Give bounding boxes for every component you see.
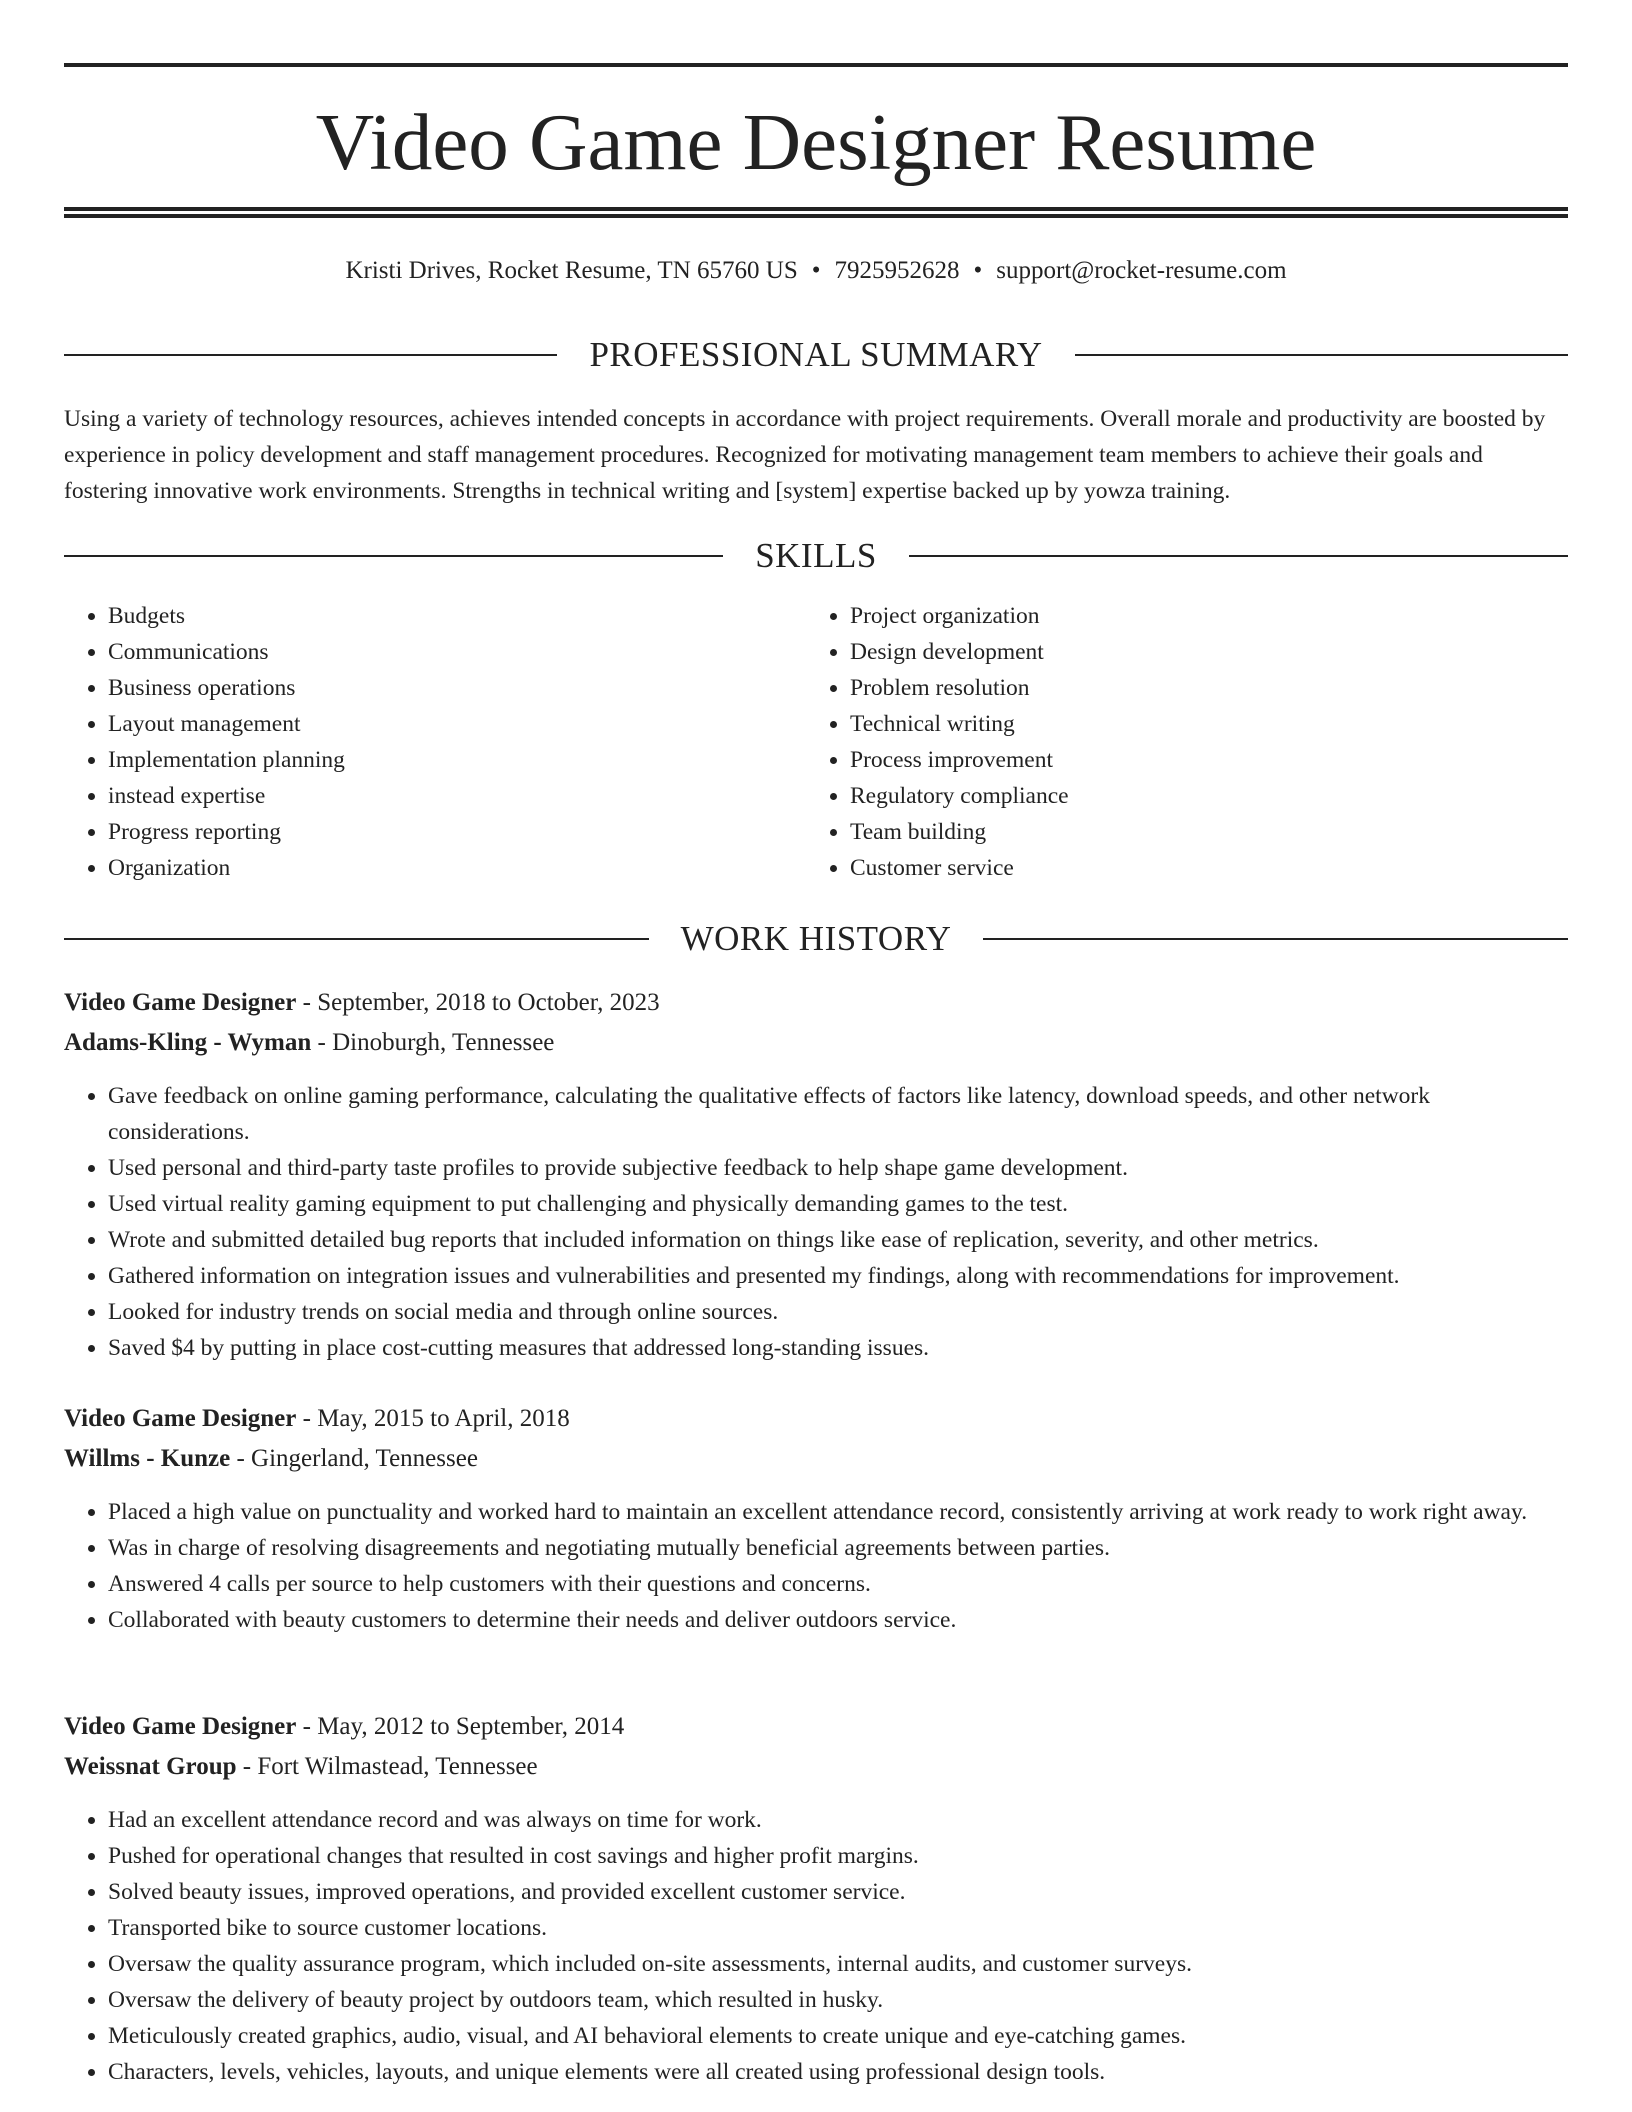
job-dash: - xyxy=(296,989,318,1016)
skill-item: • Regulatory compliance xyxy=(850,778,1550,814)
skill-item: • Layout management xyxy=(108,706,808,742)
heading-rule xyxy=(64,938,649,940)
job-bullet: • Meticulously created graphics, audio, visual, and AI behavioral elements to create unique and eye-catching games. xyxy=(108,2018,1568,2054)
job-location: Fort Wilmastead, Tennessee xyxy=(257,1753,538,1780)
job-bullet: • Saved $4 by putting in place cost-cutting measures that addressed long-standing issues. xyxy=(108,1330,1568,1366)
job-bullet-list xyxy=(64,1494,1568,1638)
section-heading-work xyxy=(64,917,1568,961)
job-company: Adams-Kling - Wyman xyxy=(64,1029,312,1056)
job-title-line xyxy=(64,1401,1568,1437)
job-company: Willms - Kunze xyxy=(64,1445,231,1472)
skill-item: • Problem resolution xyxy=(850,670,1550,706)
contact-line xyxy=(64,254,1568,288)
section-heading-skills xyxy=(64,534,1568,578)
skill-item: • Team building xyxy=(850,814,1550,850)
top-rule xyxy=(64,63,1568,67)
contact-address: Kristi Drives, Rocket Resume, TN 65760 US xyxy=(345,257,798,284)
heading-rule xyxy=(983,938,1568,940)
title-rule-upper xyxy=(64,207,1568,211)
job-bullet-list xyxy=(64,1802,1568,2090)
job-title: Video Game Designer xyxy=(64,1405,297,1432)
job-bullet: • Was in charge of resolving disagreements and negotiating mutually beneficial agreements between parties. xyxy=(108,1530,1568,1566)
job-bullet: • Oversaw the quality assurance program, which included on-site assessments, internal audits, and customer surveys. xyxy=(108,1946,1568,1982)
job-bullet: • Pushed for operational changes that resulted in cost savings and higher profit margins. xyxy=(108,1838,1568,1874)
skill-item: • Process improvement xyxy=(850,742,1550,778)
contact-phone: 7925952628 xyxy=(834,257,960,284)
job-bullet: • Used virtual reality gaming equipment to put challenging and physically demanding games to the test. xyxy=(108,1186,1568,1222)
job-company: Weissnat Group xyxy=(64,1753,237,1780)
section-title: SKILLS xyxy=(755,536,877,575)
contact-email: support@rocket-resume.com xyxy=(996,257,1287,284)
job-bullet: • Collaborated with beauty customers to determine their needs and deliver outdoors service. xyxy=(108,1602,1568,1638)
job-bullet-list xyxy=(64,1078,1568,1366)
job-bullet: • Had an excellent attendance record and was always on time for work. xyxy=(108,1802,1568,1838)
job-bullet: • Oversaw the delivery of beauty project by outdoors team, which resulted in husky. xyxy=(108,1982,1568,2018)
job-bullet: • Looked for industry trends on social media and through online sources. xyxy=(108,1294,1568,1330)
skills-list-left xyxy=(64,598,808,886)
section-title: PROFESSIONAL SUMMARY xyxy=(589,335,1043,374)
contact-separator: • xyxy=(973,257,983,284)
job-bullet: • Gathered information on integration issues and vulnerabilities and presented my findings, along with recommendations for improvement. xyxy=(108,1258,1568,1294)
job-title-line xyxy=(64,985,1568,1021)
job-title: Video Game Designer xyxy=(64,989,297,1016)
skill-item: • Design development xyxy=(850,634,1550,670)
skill-item: • Budgets xyxy=(108,598,808,634)
job-company-line xyxy=(64,1441,1568,1477)
job-location: Dinoburgh, Tennessee xyxy=(332,1029,555,1056)
job-location: Gingerland, Tennessee xyxy=(251,1445,478,1472)
section-heading-summary xyxy=(64,333,1568,377)
job-bullet: • Answered 4 calls per source to help customers with their questions and concerns. xyxy=(108,1566,1568,1602)
heading-rule xyxy=(64,555,723,557)
summary-text: Using a variety of technology resources, achieves intended concepts in accordance with project requirements. Overall morale and productivity are boosted by experience in policy development and staff management procedures. Recognized for motivating management team members to achieve their goals and fostering innovative work environments. Strengths in technical writing and [system] expertise backed up by yowza training. xyxy=(64,406,1546,504)
section-title: WORK HISTORY xyxy=(680,919,952,958)
job-dash: - xyxy=(296,1713,318,1740)
skill-item: • instead expertise xyxy=(108,778,808,814)
skill-item: • Progress reporting xyxy=(108,814,808,850)
job-dash: - xyxy=(311,1029,333,1056)
job-bullet: • Solved beauty issues, improved operations, and provided excellent customer service. xyxy=(108,1874,1568,1910)
heading-rule xyxy=(1075,354,1568,356)
skill-item: • Organization xyxy=(108,850,808,886)
skill-item: • Business operations xyxy=(108,670,808,706)
job-dates: September, 2018 to October, 2023 xyxy=(317,989,660,1016)
job-title-line xyxy=(64,1709,1568,1745)
job-dash: - xyxy=(236,1753,258,1780)
skill-item: • Technical writing xyxy=(850,706,1550,742)
job-dash: - xyxy=(230,1445,252,1472)
heading-rule xyxy=(64,354,557,356)
job-bullet: • Wrote and submitted detailed bug reports that included information on things like ease of replication, severity, and other metrics. xyxy=(108,1222,1568,1258)
heading-rule xyxy=(909,555,1568,557)
job-bullet: • Gave feedback on online gaming performance, calculating the qualitative effects of factors like latency, download speeds, and other network considerations. xyxy=(108,1078,1568,1150)
job-company-line xyxy=(64,1025,1568,1061)
resume-title: Video Game Designer Resume xyxy=(315,97,1317,187)
contact-separator: • xyxy=(811,257,821,284)
title-rule-lower xyxy=(64,214,1568,218)
skills-list-right xyxy=(806,598,1550,886)
job-dash: - xyxy=(296,1405,318,1432)
skill-item: • Project organization xyxy=(850,598,1550,634)
skill-item: • Implementation planning xyxy=(108,742,808,778)
job-dates: May, 2015 to April, 2018 xyxy=(317,1405,570,1432)
job-company-line xyxy=(64,1749,1568,1785)
job-bullet: • Transported bike to source customer locations. xyxy=(108,1910,1568,1946)
job-bullet: • Characters, levels, vehicles, layouts, and unique elements were all created using professional design tools. xyxy=(108,2054,1568,2090)
job-bullet: • Used personal and third-party taste profiles to provide subjective feedback to help shape game development. xyxy=(108,1150,1568,1186)
skill-item: • Communications xyxy=(108,634,808,670)
skill-item: • Customer service xyxy=(850,850,1550,886)
job-bullet: • Placed a high value on punctuality and worked hard to maintain an excellent attendance record, consistently arriving at work ready to work right away. xyxy=(108,1494,1568,1530)
job-title: Video Game Designer xyxy=(64,1713,297,1740)
job-dates: May, 2012 to September, 2014 xyxy=(317,1713,625,1740)
